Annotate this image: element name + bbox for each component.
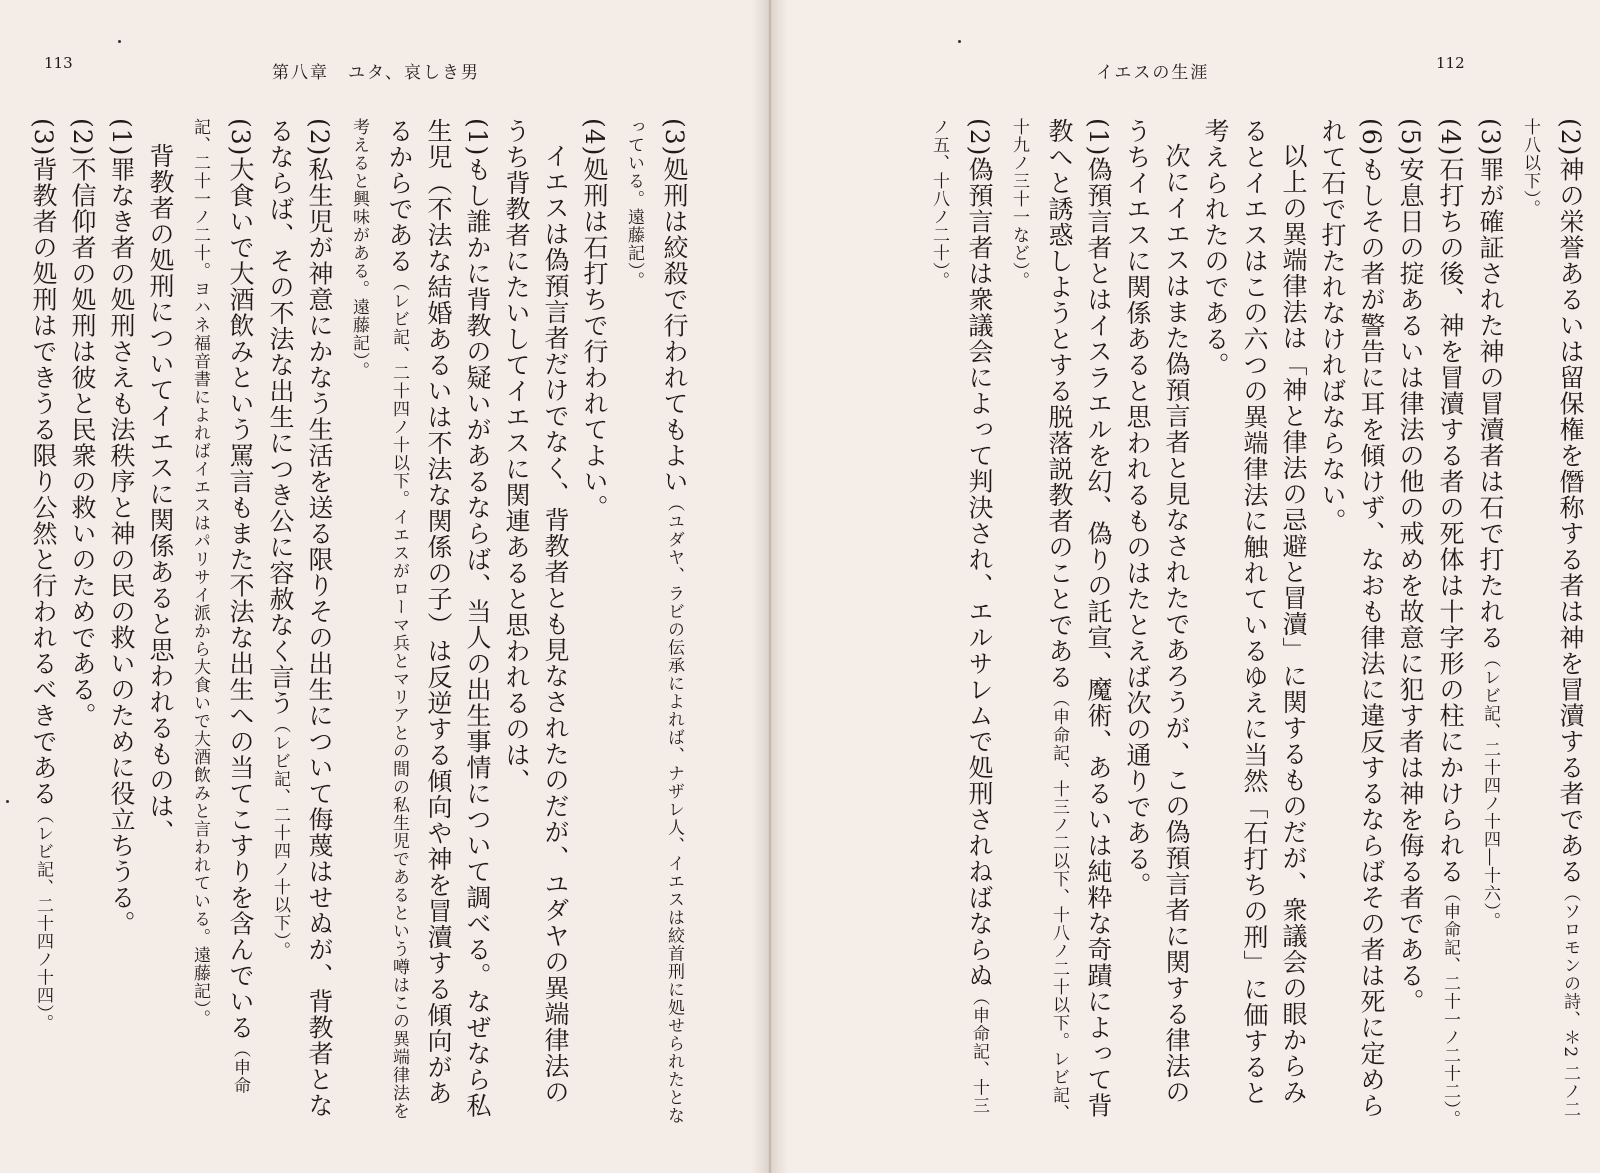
body-text-right [830,118,1590,1128]
citation-note: （ユダヤ、ラビの伝承によれば、ナザレ人、イエスは絞首刑に処せられたとなっている。遠藤記）。 [624,118,684,1125]
book-gutter [752,0,788,1173]
paragraph-text: (6)もしその者が警告に耳を傾けず、なおも律法に違反するならばその者は死に定められて石で打たれなければならない。 [1318,118,1386,1119]
paragraph-text: (4)石打ちの後、神を冒瀆する者の死体は十字形の柱にかけられる [1436,118,1465,885]
citation-note: （レビ記、二十四ノ十四）。 [33,806,53,1032]
paragraph-text: (3)背教者の処刑はできうる限り公然と行われるべきである [29,118,58,807]
list-item [1313,118,1391,1128]
list-item [614,118,694,1128]
page-number-left: 113 [44,54,73,72]
running-head-left: 第八章 ユタ、哀しき男 [272,63,480,83]
speck [6,800,9,803]
list-item [102,118,141,1128]
paragraph-text: (1)罪なき者の処刑さえも法秩序と神の民の救いのために役立ちうる。 [107,118,136,937]
speck [118,40,121,43]
paragraph-text: (2)偽預言者は衆議会によって判決され、エルサレムで処刑されねばならぬ [965,118,994,989]
paragraph [1196,118,1313,1128]
list-item [23,118,63,1128]
paragraph [497,118,575,1128]
paragraph-text: 以上の異端律法は「神と律法の忌避と冒瀆」に関するものだが、衆議会の眼からみるとイエスはこの六つの異端律法に触れているゆえに当然「石打ちの刑」に価すると考えられたのである。 [1201,118,1308,1106]
list-item [1470,118,1510,1128]
list-item [999,118,1118,1128]
citation-note: （レビ記、二十四ノ十以下）。 [270,716,290,960]
list-item [1430,118,1470,1128]
paragraph-text: 背教者の処刑についてイエスに関係あると思われるものは、 [146,143,175,845]
paragraph-text: (1)偽預言者とはイスラエルを幻、偽りの託宣、魔術、あるいは純粋な奇蹟によって背教へと誘惑しようとする脱落説教者のことである [1045,118,1113,1119]
citation-note: （レビ記、二十四ノ十四―十六）。 [1480,650,1500,930]
page-number-right: 112 [1436,54,1465,72]
right-page [770,0,1600,1173]
paragraph-text: (3)大食いで大酒飲みという罵言もまた不法な出生への当てこすりを含んでいる [226,118,255,1041]
paragraph [1118,118,1196,1128]
paragraph-text: (3)罪が確証された神の冒瀆者は石で打たれる [1476,118,1505,651]
paragraph-text: 次にイエスはまた偽預言者と見なされたであろうが、この偽預言者に関する律法のうちイエスに関係あると思われるものはたとえば次の通りである。 [1123,118,1191,1105]
citation-note: （レビ記、二十四ノ十以下。イエスがローマ兵とマリアとの間の私生児であるという噂はこの異端律法を考えると興味がある。遠藤記）。 [349,118,409,1120]
left-page [0,0,770,1173]
citation-note: （申命記、二十一ノ二十。ヨハネ福音書によればイエスはパリサイ派から大食いで大酒飲みと言われている。遠藤記）。 [190,118,250,1095]
paragraph-text: (3)処刑は絞殺で行われてもよい [660,118,689,495]
speck [958,40,961,43]
list-item [1391,118,1430,1128]
list-item [180,118,260,1128]
paragraph-text: (5)安息日の掟あるいは律法の他の戒めを故意に犯す者は神を侮る者である。 [1396,118,1425,1015]
list-item [575,118,614,1128]
citation-note: （ソロモンの詩、＊2 二ノ二十八以下）。 [1520,118,1580,1119]
paragraph-text: (4)処刑は石打ちで行われてよい。 [580,118,609,521]
paragraph-text: (2)神の栄誉あるいは留保権を僭称する者は神を冒瀆する者である [1556,118,1585,885]
list-item [339,118,497,1128]
list-item [63,118,102,1128]
citation-note: （申命記、二十一ノ二十二）。 [1440,884,1460,1128]
body-text-left [29,118,694,1128]
paragraph-text: (1)もし誰かに背教の疑いがあるならば、当人の出生事情について調べる。なぜなら私生児（不法な結婚あるいは不法な関係の子）は反逆する傾向や神を冒瀆する傾向があるからである [385,118,492,1119]
list-item [919,118,999,1128]
list-item [260,118,339,1128]
citation-note: （申命記、十三ノ五、十八ノ二十）。 [929,118,989,1115]
paragraph-text: (2)私生児が神意にかなう生活を送る限りその出生について侮蔑はせぬが、背教者となるならば、その不法な出生につき公に容赦なく言う [266,118,334,1119]
paragraph [141,118,180,1128]
paragraph-text: イエスは偽預言者だけでなく、背教者とも見なされたのだが、ユダヤの異端律法のうち背教者にたいしてイエスに関連あると思われるのは、 [502,118,570,1105]
paragraph-text: (2)不信仰者の処刑は彼と民衆の救いのためである。 [68,118,97,729]
list-item [1510,118,1590,1128]
running-head-right: イエスの生涯 [1096,63,1210,83]
citation-note: （申命記、十三ノ二以下、十八ノ二十以下。レビ記、十九ノ三十一など）。 [1009,118,1069,1122]
